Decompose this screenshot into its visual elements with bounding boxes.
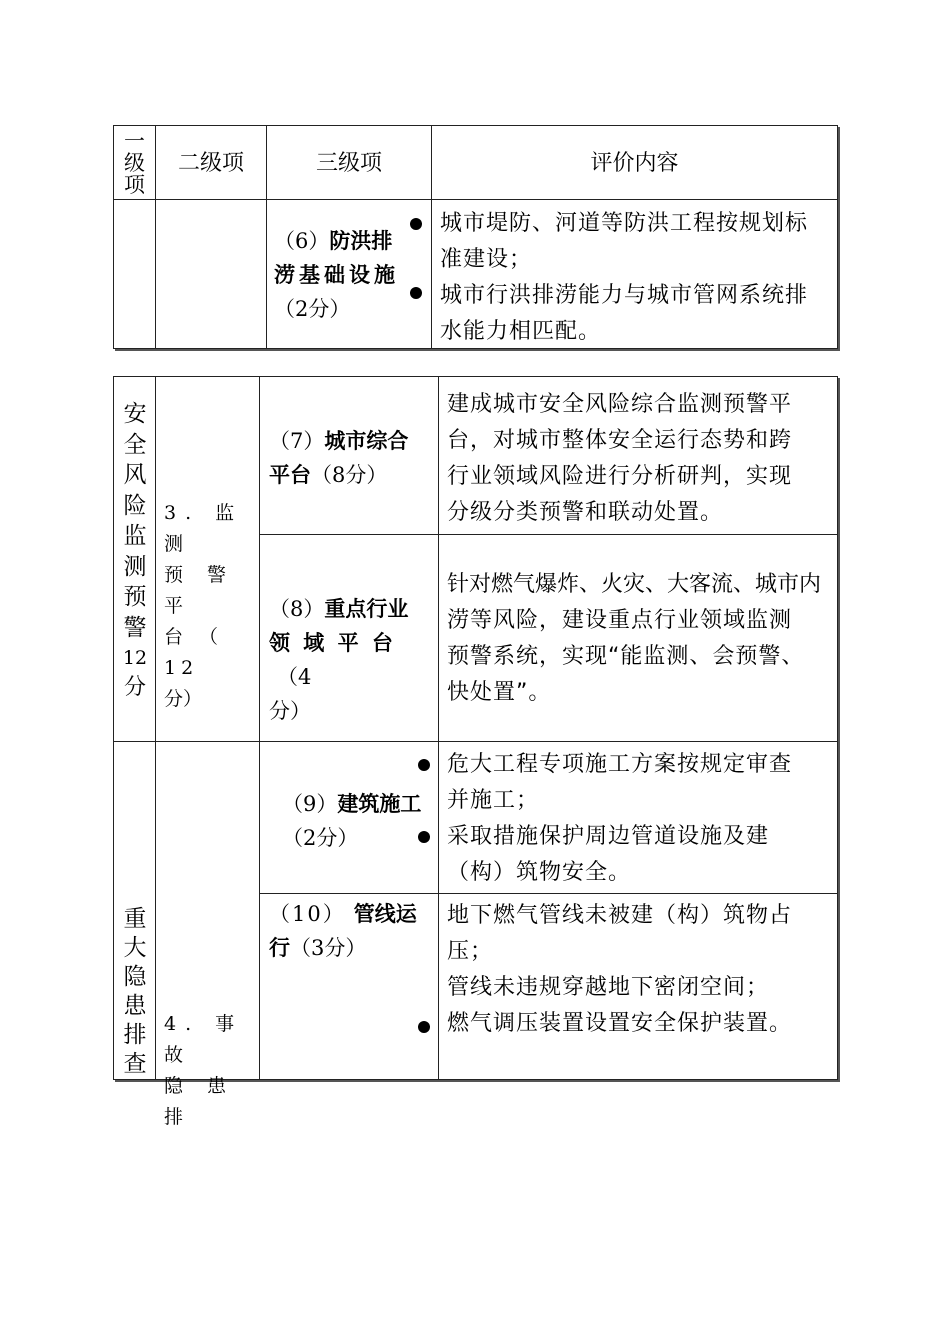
item-9 bbox=[282, 787, 434, 855]
item-10-number: （10） bbox=[269, 902, 346, 926]
content-9-line: 采取措施保护周边管道设施及建 bbox=[447, 824, 770, 849]
table-2 bbox=[113, 376, 838, 1128]
item-10-name-a: 管线运 bbox=[353, 902, 417, 926]
level1-hazard-check-label: 重大隐患排查 bbox=[123, 906, 147, 1077]
header-level3 bbox=[267, 146, 431, 177]
item-8 bbox=[269, 592, 435, 728]
header-level2-label: 二级项 bbox=[177, 151, 244, 176]
level1-risk-monitoring-unit: 分 bbox=[123, 675, 146, 700]
item-6-name-a: 防洪排 bbox=[329, 229, 393, 253]
item-8-name-a: 重点行业 bbox=[324, 597, 409, 621]
item-10-name-b: 行 bbox=[269, 936, 290, 960]
item-9-name: 建筑施工 bbox=[337, 792, 422, 816]
content-10-line: 压； bbox=[447, 939, 494, 964]
content-6 bbox=[440, 206, 835, 350]
content-8-line: 预警系统，实现“能监测、会预警、 bbox=[447, 644, 805, 669]
header-level2 bbox=[156, 146, 266, 177]
item-6-name-b: 涝基础设施 bbox=[274, 263, 399, 287]
table-1 bbox=[113, 125, 838, 349]
level2-line: 4. 事 故 bbox=[164, 1013, 244, 1066]
content-10-line: 管线未违规穿越地下密闭空间； bbox=[447, 975, 770, 1000]
content-6-line: 水能力相匹配。 bbox=[440, 319, 602, 344]
content-9-line: 危大工程专项施工方案按规定审查 bbox=[447, 752, 793, 777]
item-9-score: （2分） bbox=[282, 826, 359, 850]
content-7-line: 分级分类预警和联动处置。 bbox=[447, 500, 724, 525]
header-level3-label: 三级项 bbox=[315, 151, 382, 176]
item-8-score-a: （4 bbox=[277, 665, 312, 689]
header-content-label: 评价内容 bbox=[590, 151, 679, 176]
content-10 bbox=[447, 898, 835, 1042]
level2-line: 3. 监 测 bbox=[164, 502, 244, 555]
level2-line: 台 （ 12 bbox=[164, 626, 224, 679]
level1-risk-monitoring bbox=[116, 399, 154, 703]
content-6-line: 城市行洪排涝能力与城市管网系统排 bbox=[440, 283, 809, 308]
content-8-line: 针对燃气爆炸、火灾、大客流、城市内 bbox=[447, 572, 822, 597]
level2-line: 预 警 平 bbox=[164, 564, 236, 617]
content-9-line: 并施工； bbox=[447, 788, 540, 813]
item-6 bbox=[274, 224, 426, 326]
content-9 bbox=[447, 747, 835, 891]
item-8-name-b: 领 域 平 台 bbox=[269, 631, 396, 655]
item-6-score: （2分） bbox=[274, 297, 351, 321]
item-8-number: （8） bbox=[269, 597, 325, 621]
bullet-icon bbox=[418, 1021, 430, 1033]
content-7-line: 建成城市安全风险综合监测预警平 bbox=[447, 392, 793, 417]
item-7 bbox=[269, 424, 435, 492]
header-level1-label: 一级项 bbox=[124, 129, 145, 197]
level2-line: 分） bbox=[164, 688, 203, 710]
content-7-line: 台，对城市整体安全运行态势和跨 bbox=[447, 428, 793, 453]
content-10-line: 地下燃气管线未被建（构）筑物占 bbox=[447, 903, 793, 928]
level1-risk-monitoring-label: 安全风险监测预警 bbox=[123, 401, 147, 641]
content-8 bbox=[447, 567, 835, 711]
level2-line: 隐 患 排 bbox=[164, 1075, 236, 1128]
header-content bbox=[432, 146, 837, 177]
level1-risk-monitoring-score: 12 bbox=[122, 647, 148, 669]
content-9-line: （构）筑物安全。 bbox=[447, 860, 632, 885]
item-10 bbox=[269, 897, 435, 965]
content-7-line: 行业领域风险进行分析研判，实现 bbox=[447, 464, 793, 489]
bullet-icon bbox=[418, 759, 430, 771]
item-9-number: （9） bbox=[282, 792, 338, 816]
bullet-icon bbox=[410, 218, 422, 230]
item-8-score-b: 分） bbox=[269, 699, 311, 723]
content-6-line: 准建设； bbox=[440, 247, 533, 272]
content-8-line: 涝等风险，建设重点行业领域监测 bbox=[447, 608, 793, 633]
content-10-line: 燃气调压装置设置安全保护装置。 bbox=[447, 1011, 793, 1036]
header-level1 bbox=[114, 130, 155, 196]
item-7-score: （8分） bbox=[311, 463, 388, 487]
item-7-number: （7） bbox=[269, 429, 325, 453]
item-10-score: （3分） bbox=[290, 936, 367, 960]
content-8-line: 快处置”。 bbox=[447, 680, 552, 705]
content-6-line: 城市堤防、河道等防洪工程按规划标 bbox=[440, 211, 809, 236]
item-6-number: （6） bbox=[274, 229, 330, 253]
level2-monitoring-platform bbox=[164, 498, 258, 715]
content-7 bbox=[447, 387, 835, 531]
item-7-name-b: 平台 bbox=[269, 463, 311, 487]
item-7-name-a: 城市综合 bbox=[324, 429, 409, 453]
bullet-icon bbox=[410, 287, 422, 299]
level2-hazard-check bbox=[164, 1009, 258, 1133]
level1-hazard-check bbox=[116, 905, 154, 1079]
